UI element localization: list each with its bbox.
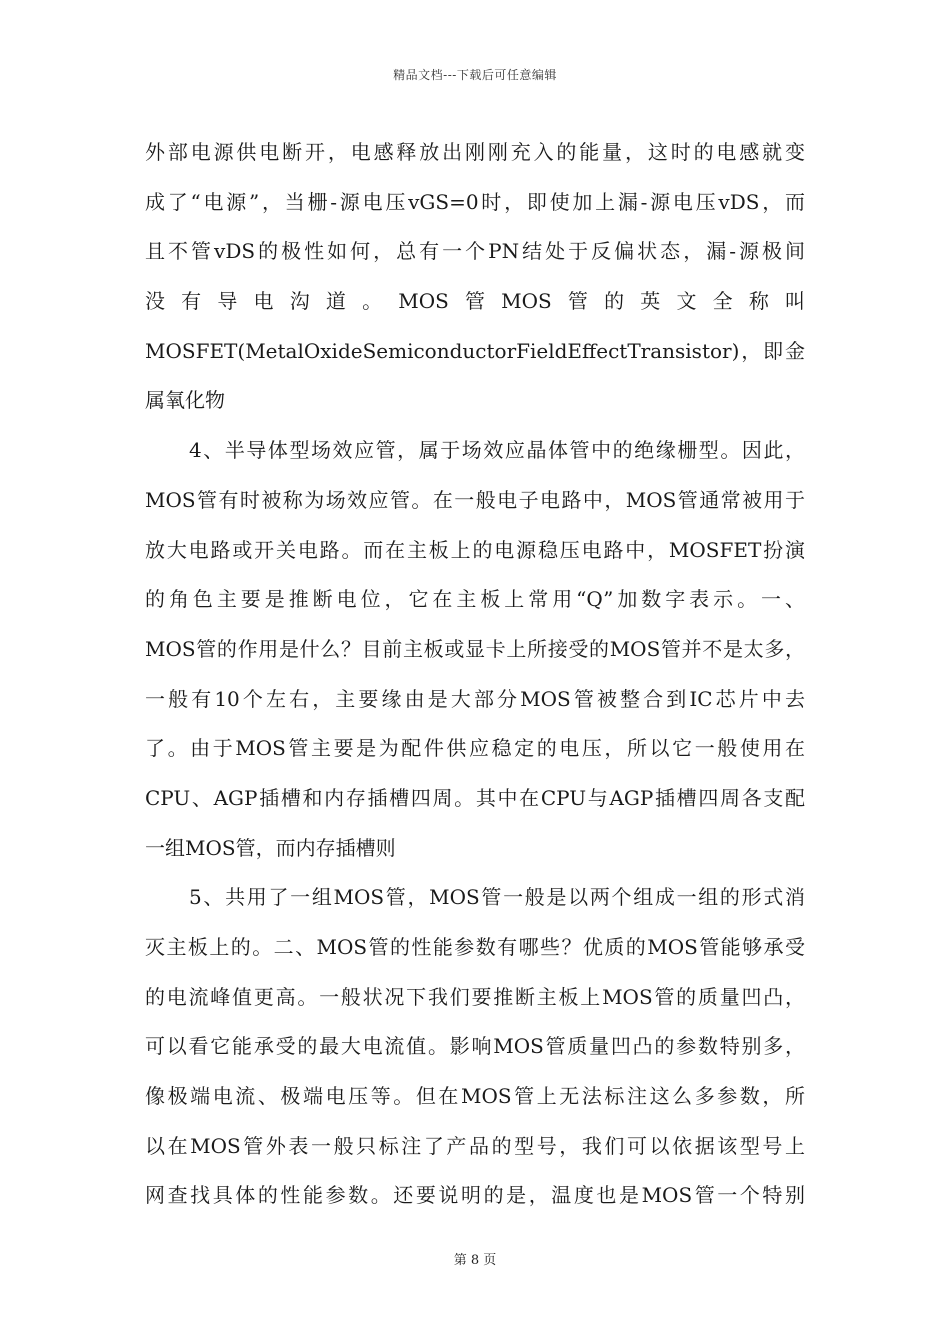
text-line: 且不管vDS的极性如何，总有一个PN结处于反偏状态，漏-源极间 xyxy=(145,239,805,264)
text-line: 5、共用了一组MOS管，MOS管一般是以两个组成一组的形式消 xyxy=(189,885,805,910)
page-number: 第 8 页 xyxy=(453,1253,497,1268)
text-line: 没有导电沟道。MOS管MOS管的英文全称叫 xyxy=(145,289,805,314)
text-line: 属氧化物 xyxy=(145,388,225,413)
text-line: 以在MOS管外表一般只标注了产品的型号，我们可以依据该型号上 xyxy=(145,1133,805,1158)
paragraph xyxy=(145,426,805,873)
text-line: 的角色主要是推断电位，它在主板上常用“Q”加数字表示。一、 xyxy=(145,587,805,612)
text-line: MOS管的作用是什么？目前主板或显卡上所接受的MOS管并不是太多， xyxy=(145,636,805,661)
text-line: 灭主板上的。二、MOS管的性能参数有哪些？优质的MOS管能够承受 xyxy=(145,935,805,960)
text-line: MOSFET(MetalOxideSemiconductorFieldEffectTransistor)，即金 xyxy=(145,338,805,363)
text-line: 可以看它能承受的最大电流值。影响MOS管质量凹凸的参数特别多， xyxy=(145,1034,805,1059)
text-line: MOS管有时被称为场效应管。在一般电子电路中，MOS管通常被用于 xyxy=(145,487,805,512)
text-line: 一般有10个左右，主要缘由是大部分MOS管被整合到IC芯片中去 xyxy=(145,686,805,711)
document-body xyxy=(145,128,805,1221)
text-line: 放大电路或开关电路。而在主板上的电源稳压电路中，MOSFET扮演 xyxy=(145,537,805,562)
page-header: 精品文档---下载后可任意编辑 xyxy=(393,68,557,82)
paragraph xyxy=(145,873,805,1221)
text-line: 了。由于MOS管主要是为配件供应稳定的电压，所以它一般使用在 xyxy=(145,736,805,761)
text-line: 4、半导体型场效应管，属于场效应晶体管中的绝缘栅型。因此， xyxy=(189,438,805,463)
paragraph xyxy=(145,128,805,426)
text-line: 像极端电流、极端电压等。但在MOS管上无法标注这么多参数，所 xyxy=(145,1084,805,1109)
text-line: 网查找具体的性能参数。还要说明的是，温度也是MOS管一个特别 xyxy=(145,1183,805,1208)
text-line: CPU、AGP插槽和内存插槽四周。其中在CPU与AGP插槽四周各支配 xyxy=(145,785,805,810)
text-line: 外部电源供电断开，电感释放出刚刚充入的能量，这时的电感就变 xyxy=(145,140,805,164)
text-line: 成了“电源”，当栅-源电压vGS=0时，即使加上漏-源电压vDS，而 xyxy=(145,189,805,214)
text-line: 的电流峰值更高。一般状况下我们要推断主板上MOS管的质量凹凸， xyxy=(145,984,805,1009)
text-line: 一组MOS管，而内存插槽则 xyxy=(145,835,396,860)
